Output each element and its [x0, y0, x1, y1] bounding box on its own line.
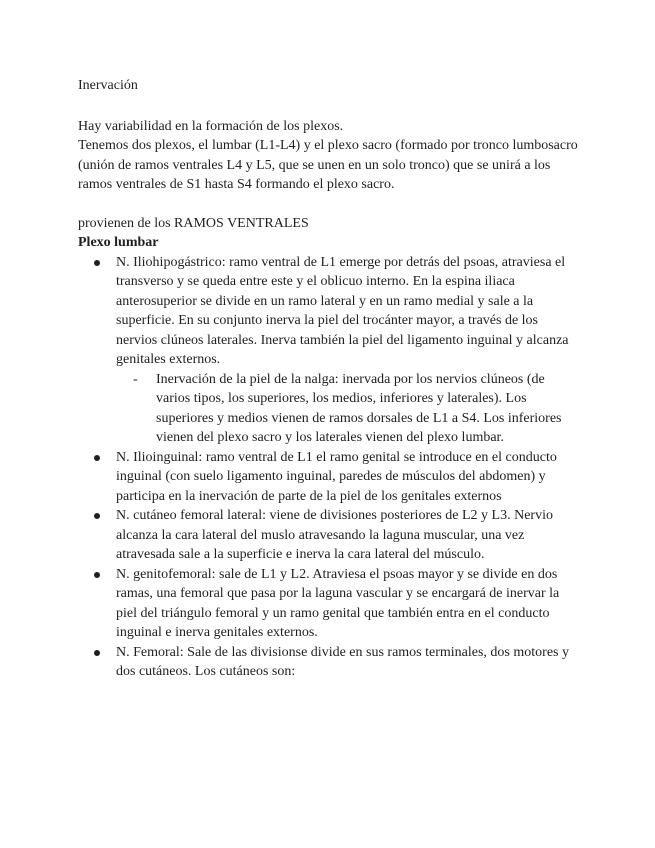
- list-item-text: N. Iliohipogástrico: ramo ventral de L1 emerge por detrás del psoas, atraviesa el transverso y se queda entre este y el oblicuo interno. En la espina iliaca anterosuperior se divide en un ramo lateral y en un ramo medial y sale a la superficie. En su conjunto inerva la piel del trocánter mayor, a través de los nervios clúneos laterales. Inerva también la piel del ligamento inguinal y alcanza genitales externos.: [116, 254, 569, 367]
- document-content: [78, 76, 578, 682]
- document-title: Inervación: [78, 78, 138, 93]
- list-item-ilioinguinal: [78, 448, 578, 507]
- list-item-text: N. cutáneo femoral lateral: viene de divisiones posteriores de L2 y L3. Nervio alcanza la cara lateral del muslo atravesando la laguna muscular, una vez atravesada sale a la superficie e inerva la cara lateral del músculo.: [116, 508, 553, 562]
- ventral-branches-line: provienen de los RAMOS VENTRALES: [78, 215, 309, 231]
- dash-marker: -: [133, 371, 138, 387]
- bullet-icon: [94, 650, 100, 656]
- bullet-icon: [94, 513, 100, 519]
- list-item-cutaneo-femoral-lateral: [78, 506, 578, 565]
- list-item-text: N. Femoral: Sale de las divisionse divide en sus ramos terminales, dos motores y dos cutáneos. Los cutáneos son:: [116, 644, 569, 679]
- list-item-femoral: [78, 643, 578, 682]
- sub-list: [116, 370, 578, 448]
- intro-line-plexos: Tenemos dos plexos, el lumbar (L1-L4) y el plexo sacro (formado por tronco lumbosacro (unión de ramos ventrales L4 y L5, que se unen en un solo tronco) que se unirá a los ramos ventrales de S1 hasta S4 formando el plexo sacro.: [78, 138, 578, 192]
- bullet-icon: [94, 572, 100, 578]
- list-item-iliohipogastrico: [78, 253, 578, 448]
- list-item-genitofemoral: [78, 565, 578, 643]
- list-item-text: N. Ilioinguinal: ramo ventral de L1 el ramo genital se introduce en el conducto inguinal (con suelo ligamento inguinal, paredes de músculos del abdomen) y participa en la inervación de parte de la piel de los genitales externos: [116, 449, 557, 504]
- section-heading-plexo-lumbar: Plexo lumbar: [78, 235, 159, 250]
- intro-paragraph: [78, 117, 578, 195]
- list-item-text: N. genitofemoral: sale de L1 y L2. Atraviesa el psoas mayor y se divide en dos ramas, una femoral que pasa por la laguna vascular y se encargará de inervar la piel del triángulo femoral y un ramo genital que también entra en el conducto inguinal e inerva genitales externos.: [116, 566, 560, 640]
- sub-list-item-nalga: [116, 370, 578, 448]
- bullet-icon: [94, 455, 100, 461]
- intro-line-variability: Hay variabilidad en la formación de los plexos.: [78, 118, 344, 134]
- sub-list-item-text: Inervación de la piel de la nalga: inervada por los nervios clúneos (de varios tipos, los superiores, los medios, inferiores y laterales). Los superiores y medios vienen de ramos dorsales de L1 a S4. Los inferiores vienen del plexo sacro y los laterales vienen del plexo lumbar.: [156, 371, 562, 445]
- bullet-icon: [94, 260, 100, 266]
- nerve-list: [78, 253, 578, 682]
